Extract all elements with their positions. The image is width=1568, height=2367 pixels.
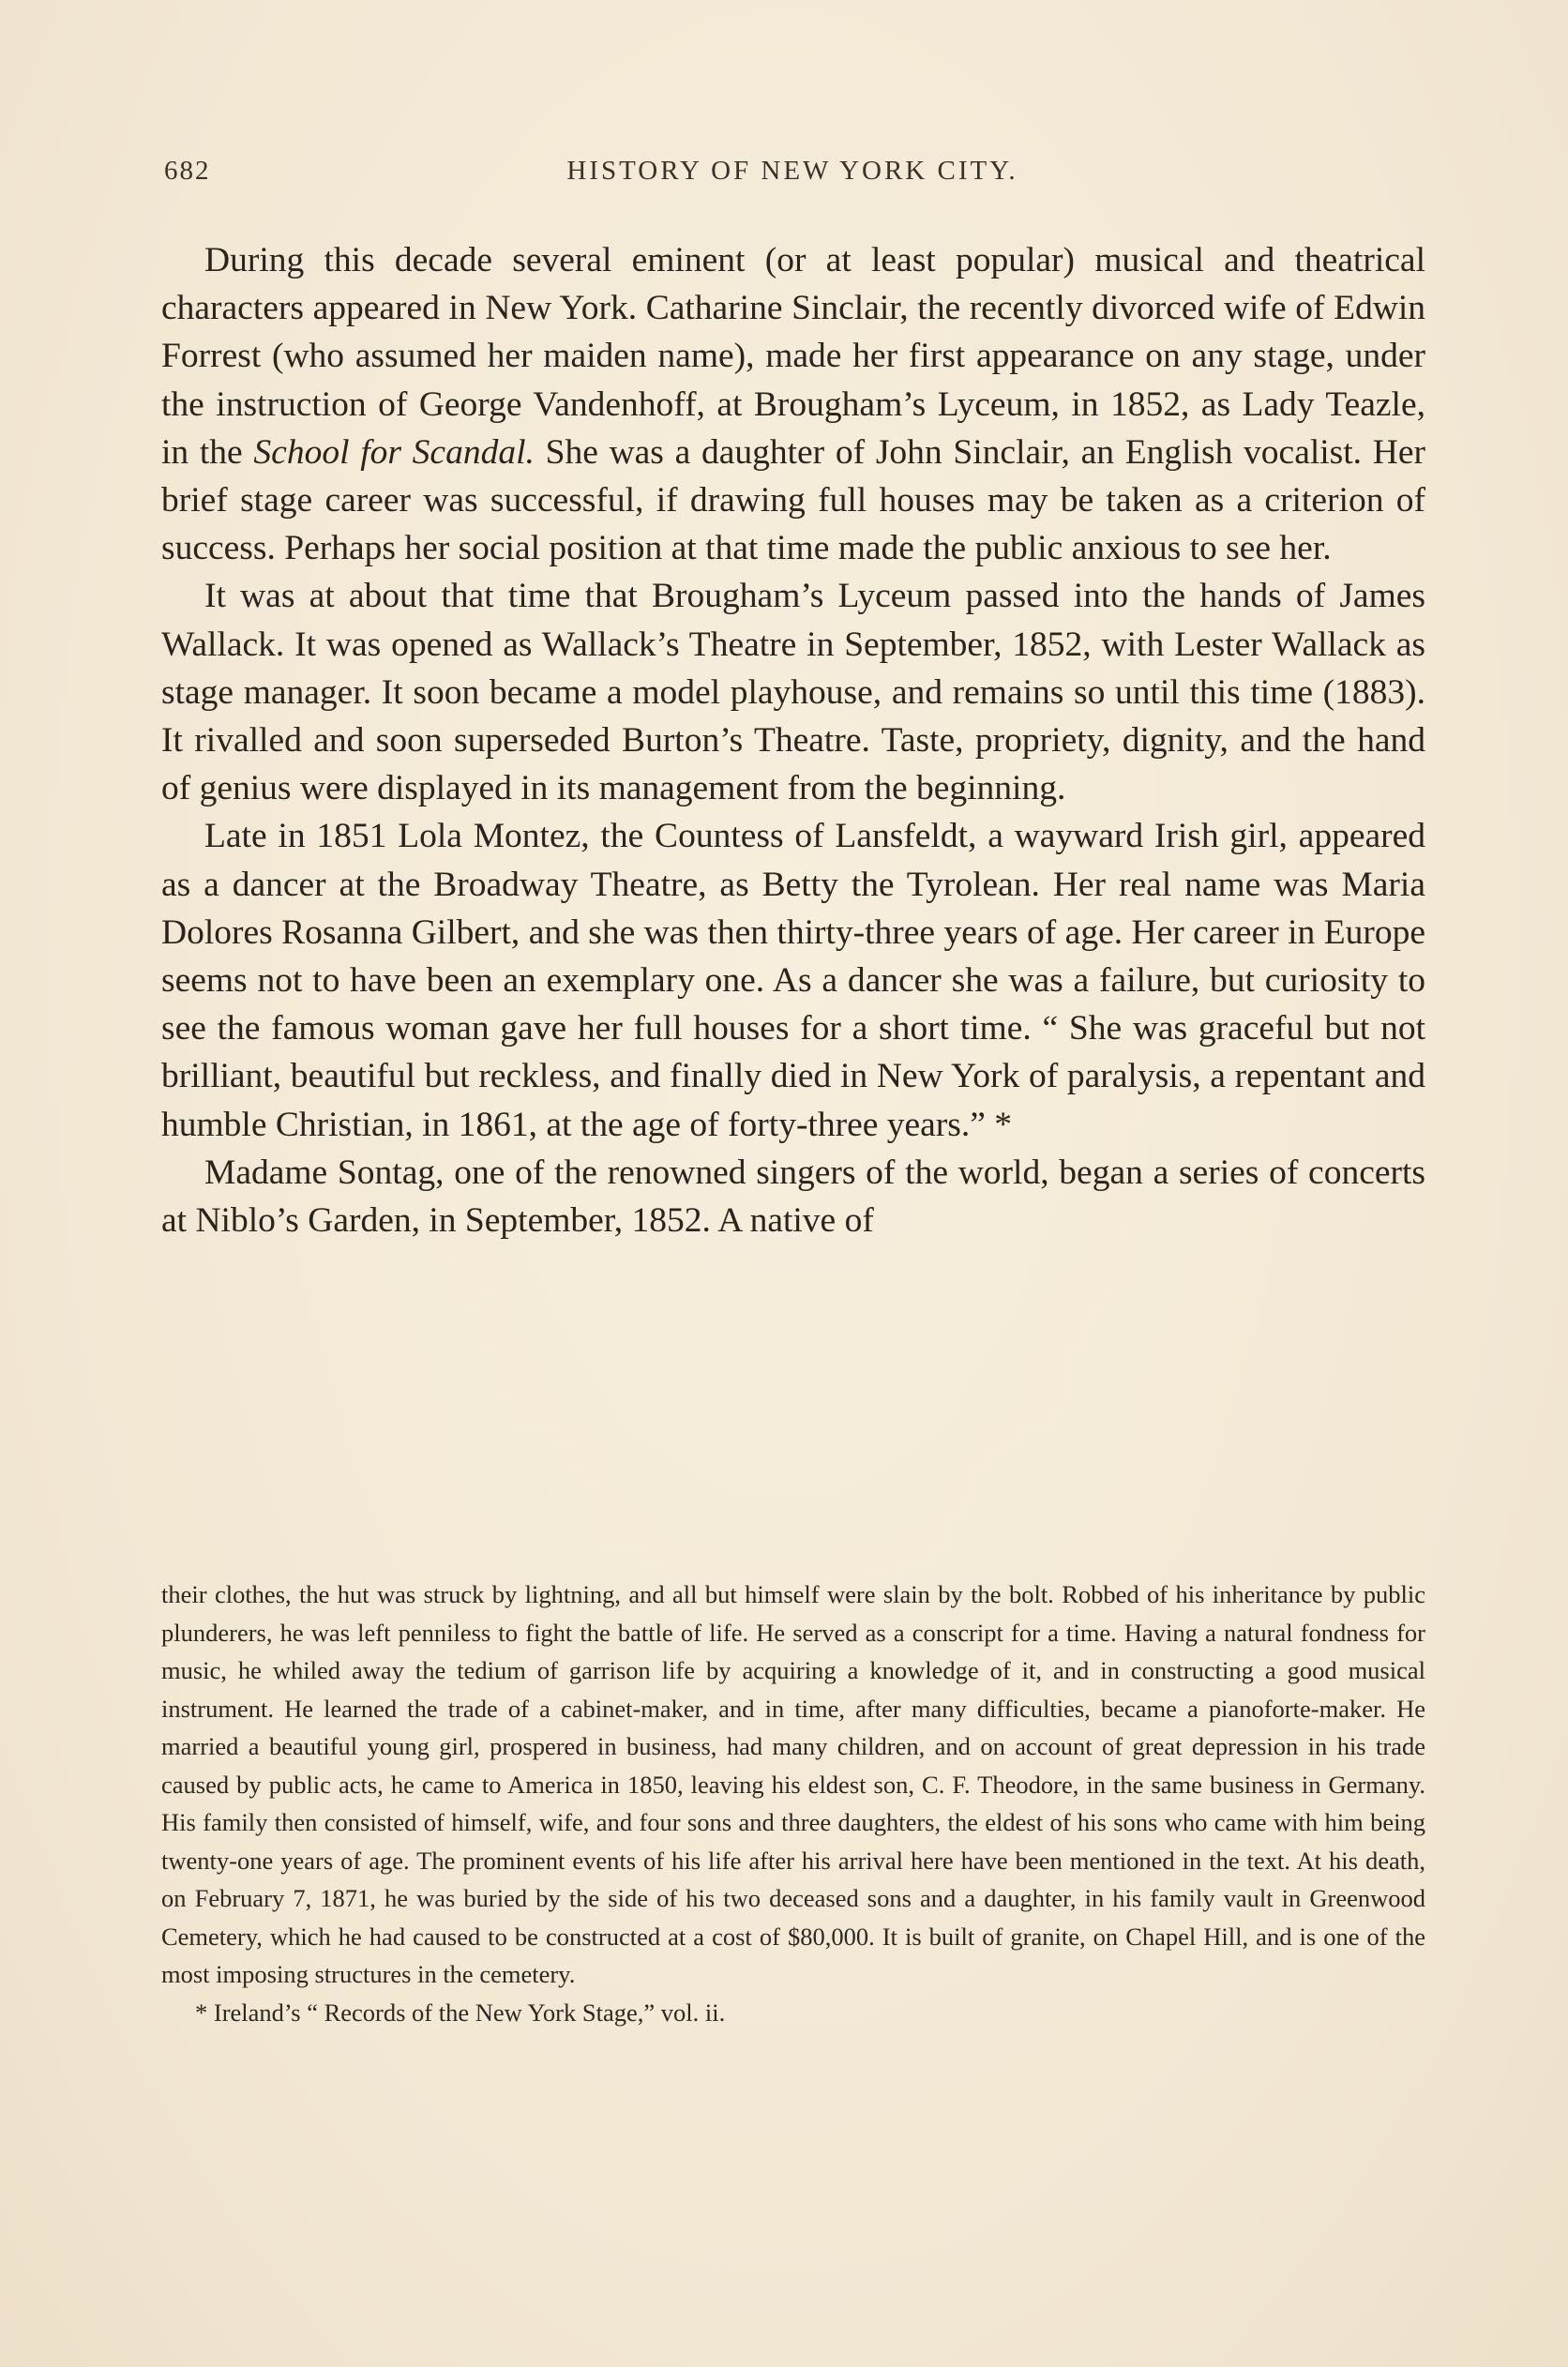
page-header <box>164 156 1421 193</box>
paragraph-sinclair-text-b: She was a daughter of John Sinclair, an English vocalist. Her brief stage career was successful, if drawing full houses may be taken as a criterion of success. Perhaps her social position at that time made the public anxious to see her. <box>161 432 1425 568</box>
footnotes <box>161 1575 1425 2031</box>
paragraph-sinclair-text-a: During this decade several eminent (or at least popular) musical and theatrical characters appeared in New York. Catharine Sinclair, the recently divorced wife of Edwin Forrest (who assumed her maiden name), made her first appearance on any stage, under the instruction of George Vandenhoff, at Brougham’s Lyceum, in 1852, as Lady Teazle, in the <box>161 241 1425 472</box>
paragraph-wallack: It was at about that time that Brougham’s Lyceum passed into the hands of James Wallack. It was opened as Wallack’s Theatre in September, 1852, with Lester Wallack as stage manager. It soon became a model playhouse, and remains so until this time (1883). It rivalled and soon superseded Burton’s Theatre. Taste, propriety, dignity, and the hand of genius were displayed in its management from the beginning. <box>161 577 1425 808</box>
play-title: School for Scandal. <box>253 432 535 472</box>
footnote-continued: their clothes, the hut was struck by lightning, and all but himself were slain by the bolt. Robbed of his inheritance by public plunderers, he was left penniless to fight the battle of life. He served as a conscript for a time. Having a natural fondness for music, he whiled away the tedium of garrison life by acquiring a knowledge of it, and in constructing a good musical instrument. He learned the trade of a cabinet-maker, and in time, after many difficulties, became a pianoforte-maker. He married a beautiful young girl, prospered in business, had many children, and on account of great depression in his trade caused by public acts, he came to America in 1850, leaving his eldest son, C. F. Theodore, in the same business in Germany. His family then consisted of himself, wife, and four sons and three daughters, the eldest of his sons who came with him being twenty-one years of age. The prominent events of his life after his arrival here have been mentioned in the text. At his death, on February 7, 1871, he was buried by the side of his two deceased sons and a daughter, in his family vault in Greenwood Cemetery, which he had caused to be constructed at a cost of $80,000. It is built of granite, on Chapel Hill, and is one of the most imposing structures in the cemetery. <box>161 1580 1425 1988</box>
paragraph-montez: Late in 1851 Lola Montez, the Countess of Lansfeldt, a wayward Irish girl, appeared as a dancer at the Broadway Theatre, as Betty the Tyrolean. Her real name was Maria Dolores Rosanna Gilbert, and she was then thirty-three years of age. Her career in Europe seems not to have been an exemplary one. As a dancer she was a failure, but curiosity to see the famous woman gave her full houses for a short time. “ She was graceful but not brilliant, beautiful but reckless, and finally died in New York of paralysis, a repentant and humble Christian, in 1861, at the age of forty-three years.” * <box>161 817 1425 1144</box>
page-number: 682 <box>164 156 211 186</box>
paragraph-sontag: Madame Sontag, one of the renowned singers of the world, began a series of concerts at Niblo’s Garden, in September, 1852. A native of <box>161 1153 1425 1241</box>
footnote-ireland: * Ireland’s “ Records of the New York Stage,” vol. ii. <box>195 1998 726 2027</box>
running-title: HISTORY OF NEW YORK CITY. <box>566 156 1018 186</box>
paragraph-sinclair <box>161 236 1425 572</box>
main-text <box>161 236 1425 1244</box>
